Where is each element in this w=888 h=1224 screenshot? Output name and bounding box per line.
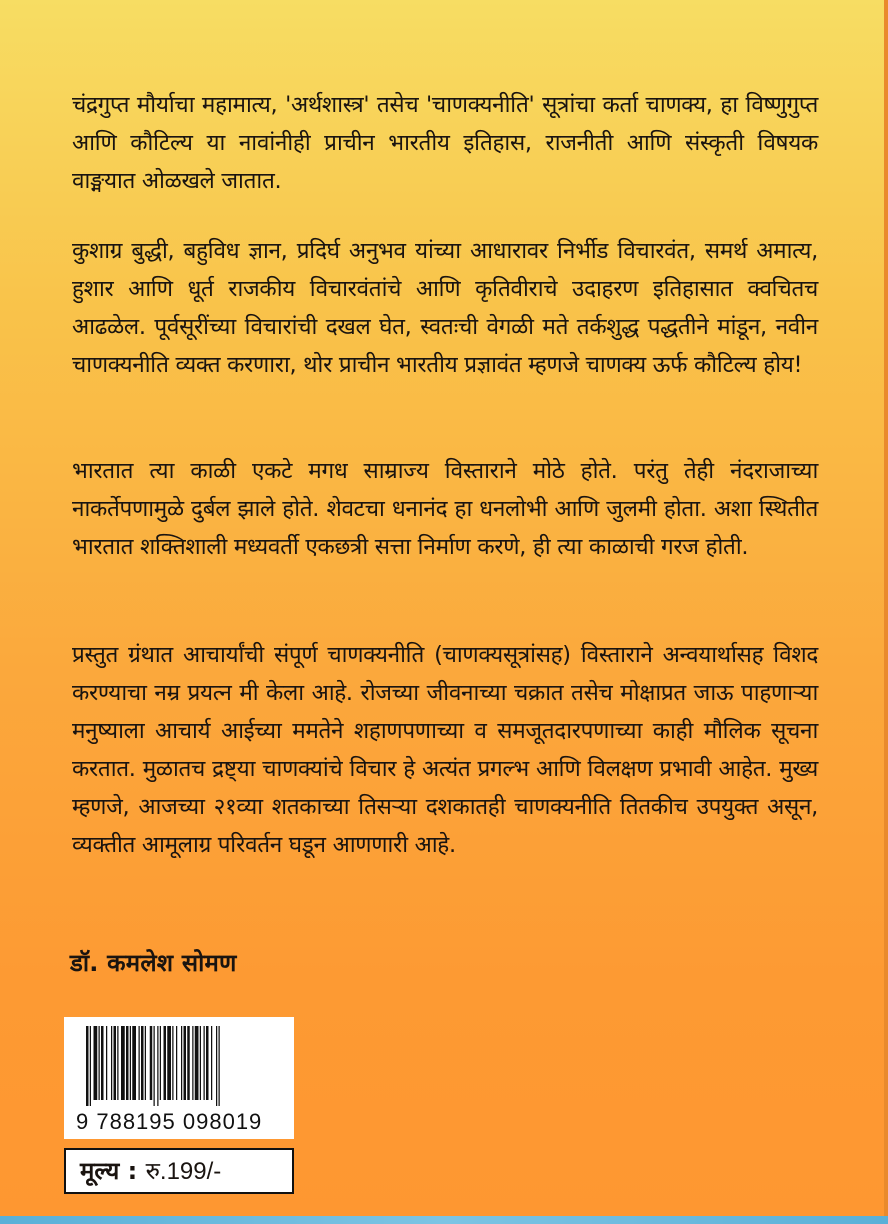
blurb-paragraph-4	[72, 636, 818, 864]
blurb-paragraph-3	[72, 452, 818, 566]
author-name: डॉ. कमलेश सोमण	[70, 949, 237, 977]
price-label: मूल्य :	[80, 1157, 138, 1185]
blurb-paragraph-1	[72, 86, 818, 200]
paragraph-text: कुशाग्र बुद्धी, बहुविध ज्ञान, प्रदिर्घ अनुभव यांच्या आधारावर निर्भीड विचारवंत, समर्थ अमात्य, हुशार आणि धूर्त राजकीय विचारवंतांचे आणि कृतिवीराचे उदाहरण इतिहासात क्वचितच आढळेल. पूर्वसूरींच्या विचारांची दखल घेत, स्वतःची वेगळी मते तर्कशुद्ध पद्धतीने मांडून, नवीन चाणक्यनीति व्यक्त करणारा, थोर प्राचीन भारतीय प्रज्ञावंत म्हणजे चाणक्य ऊर्फ कौटिल्य होय!	[72, 238, 818, 378]
price-tag	[64, 1148, 294, 1194]
paragraph-text: प्रस्तुत ग्रंथात आचार्यांची संपूर्ण चाणक्यनीति (चाणक्यसूत्रांसह) विस्ताराने अन्वयार्थासह विशद करण्याचा नम्र प्रयत्न मी केला आहे. रोजच्या जीवनाच्या चक्रात तसेच मोक्षाप्रत जाऊ पाहणाऱ्या मनुष्याला आचार्य आईच्या ममतेने शहाणपणाच्या व समजूतदारपणाच्या काही मौलिक सूचना करतात. मुळातच द्रष्ट्या चाणक्यांचे विचार हे अत्यंत प्रगल्भ आणि विलक्षण प्रभावी आहेत. मुख्य म्हणजे, आजच्या २१व्या शतकाच्या तिसऱ्या दशकातही चाणक्यनीति तितकीच उपयुक्त असून, व्यक्तीत आमूलाग्र परिवर्तन घडून आणणारी आहे.	[72, 642, 818, 858]
spine-edge	[884, 0, 888, 1224]
paragraph-text: भारतात त्या काळी एकटे मगध साम्राज्य विस्ताराने मोठे होते. परंतु तेही नंदराजाच्या नाकर्तेपणामुळे दुर्बल झाले होते. शेवटचा धनानंद हा धनलोभी आणि जुलमी होता. अशा स्थितीत भारतात शक्तिशाली मध्यवर्ती एकछत्री सत्ता निर्माण करणे, ही त्या काळाची गरज होती.	[72, 458, 818, 560]
bottom-stripe	[0, 1216, 888, 1224]
price-value: रु.199/-	[145, 1158, 222, 1185]
isbn-barcode	[64, 1017, 294, 1139]
paragraph-text: चंद्रगुप्त मौर्याचा महामात्य, 'अर्थशास्त्र' तसेच 'चाणक्यनीति' सूत्रांचा कर्ता चाणक्य, हा विष्णुगुप्त आणि कौटिल्य या नावांनीही प्राचीन भारतीय इतिहास, राजनीती आणि संस्कृती विषयक वाङ्मयात ओळखले जातात.	[72, 92, 818, 194]
barcode-bars-icon	[86, 1026, 272, 1106]
blurb-paragraph-2	[72, 232, 818, 384]
isbn-number: 9 788195 098019	[76, 1109, 263, 1134]
